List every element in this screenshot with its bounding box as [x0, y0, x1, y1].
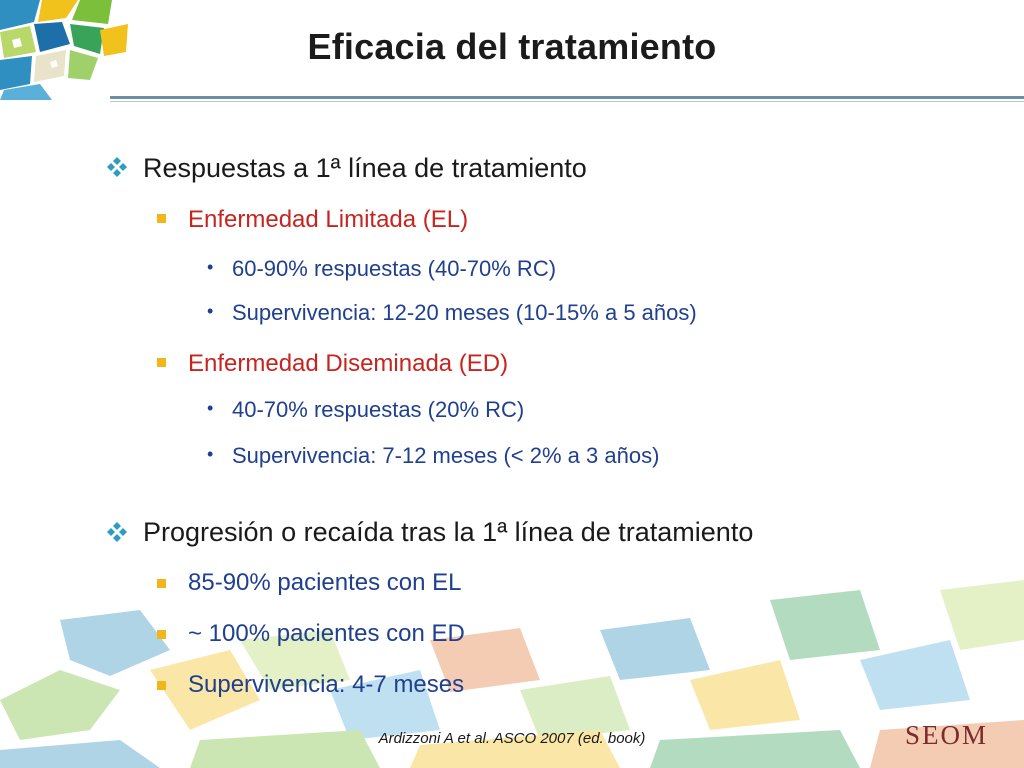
item-pacientes-ed: ~ 100% pacientes con ED: [188, 620, 465, 647]
subitem-el-respuestas: 60-90% respuestas (40-70% RC): [232, 256, 557, 281]
subitem-ed-respuestas: 40-70% respuestas (20% RC): [232, 397, 525, 422]
item-enfermedad-limitada: Enfermedad Limitada (EL): [188, 206, 469, 233]
dot-bullet-icon: •: [207, 398, 214, 418]
dot-bullet-icon: •: [207, 301, 214, 321]
item-enfermedad-diseminada: Enfermedad Diseminada (ED): [188, 350, 509, 377]
square-bullet-icon: [157, 630, 166, 639]
title-divider: [110, 96, 1024, 99]
citation-footer: Ardizzoni A et al. ASCO 2007 (ed. book): [378, 730, 646, 747]
slide-title: Eficacia del tratamiento: [307, 26, 717, 67]
section-heading-respuestas: Respuestas a 1ª línea de tratamiento: [143, 153, 587, 183]
diamond-cluster-icon: [106, 521, 128, 543]
square-bullet-icon: [157, 579, 166, 588]
diamond-cluster-icon: [106, 156, 128, 178]
square-bullet-icon: [157, 358, 166, 367]
item-supervivencia: Supervivencia: 4-7 meses: [188, 671, 465, 698]
dot-bullet-icon: •: [207, 257, 214, 277]
title-divider-thin: [110, 101, 1024, 102]
square-bullet-icon: [157, 681, 166, 690]
subitem-el-supervivencia: Supervivencia: 12-20 meses (10-15% a 5 años): [232, 300, 697, 325]
subitem-ed-supervivencia: Supervivencia: 7-12 meses (< 2% a 3 años): [232, 443, 660, 468]
square-bullet-icon: [157, 214, 166, 223]
seom-logo: SEOM: [905, 720, 989, 750]
dot-bullet-icon: •: [207, 444, 214, 464]
section-heading-progresion: Progresión o recaída tras la 1ª línea de tratamiento: [143, 517, 754, 547]
item-pacientes-el: 85-90% pacientes con EL: [188, 569, 462, 596]
